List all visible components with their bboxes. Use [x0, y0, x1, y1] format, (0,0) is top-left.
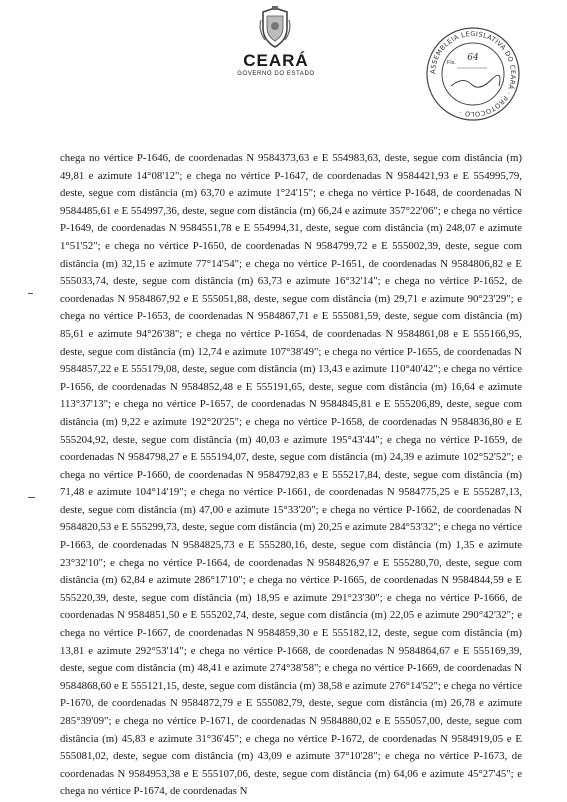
brand-subtitle: GOVERNO DO ESTADO [237, 71, 315, 77]
body-paragraph: chega no vértice P-1646, de coordenadas N 9584373,63 e E 554983,63, deste, segue com distância (m) 49,81 e azimute 14°08'12"; e chega no vértice P-1647, de coordenadas N 9584421,93 e E 554995,79, deste, segue com distância (m) 63,70 e azimute 1°24'15"; e chega no vértice P-1648, de coordenadas N 9584485,61 e E 554997,36, deste, segue com distância (m) 66,24 e azimute 357°22'06"; e chega no vértice P-1649, de coordenadas N 9584551,78 e E 554994,31, deste, segue com distância (m) 248,07 e azimute 1°51'52"; e chega no vértice P-1650, de coordenadas N 9584799,72 e E 555002,39, deste, segue com distância (m) 32,15 e azimute 77°14'54"; e chega no vértice P-1651, de coordenadas N 9584806,82 e E 555033,74, deste, segue com distância (m) 63,73 e azimute 16°32'14"; e chega no vértice P-1652, de coordenadas N 9584867,92 e E 555051,88, deste, segue com distância (m) 29,71 e azimute 90°23'29"; e chega no vértice P-1653, de coordenadas N 9584867,71 e E 555081,59, deste, segue com distância (m) 85,61 e azimute 94°26'38"; e chega no vértice P-1654, de coordenadas N 9584861,08 e E 555166,95, deste, segue com distância (m) 12,74 e azimute 107°38'49"; e chega no vértice P-1655, de coordenadas N 9584857,22 e E 555179,08, deste, segue com distância (m) 13,43 e azimute 110°40'42"; e chega no vértice P-1656, de coordenadas N 9584852,48 e E 555191,65, deste, segue com distância (m) 16,64 e azimute 113°37'13"; e chega no vértice P-1657, de coordenadas N 9584845,81 e E 555206,89, deste, segue com distância (m) 9,22 e azimute 192°20'25"; e chega no vértice P-1658, de coordenadas N 9584836,80 e E 555204,92, deste, segue com distância (m) 40,03 e azimute 195°43'44"; e chega no vértice P-1659, de coordenadas N 9584798,27 e E 555194,07, deste, segue com distância (m) 24,39 e azimute 102°52'52"; e chega no vértice P-1660, de coordenadas N 9584792,83 e E 555217,84, deste, segue com distância (m) 71,48 e azimute 104°14'19"; e chega no vértice P-1661, de coordenadas N 9584775,25 e E 555287,13, deste, segue com distância (m) 47,00 e azimute 15°33'20"; e chega no vértice P-1662, de coordenadas N 9584820,53 e E 555299,73, deste, segue com distância (m) 20,25 e azimute 284°53'32"; e chega no vértice P-1663, de coordenadas N 9584825,73 e E 555280,16, deste, segue com distância (m) 1,35 e azimute 23°32'10"; e chega no vértice P-1664, de coordenadas N 9584826,97 e E 555280,70, deste, segue com distância (m) 62,84 e azimute 286°17'10"; e chega no vértice P-1665, de coordenadas N 9584844,59 e E 555220,39, deste, segue com distância (m) 18,95 e azimute 291°23'30"; e chega no vértice P-1666, de coordenadas N 9584851,50 e E 555202,74, deste, segue com distância (m) 22,05 e azimute 290°42'32"; e chega no vértice P-1667, de coordenadas N 9584859,30 e E 555182,12, deste, segue com distância (m) 13,81 e azimute 292°53'14"; e chega no vértice P-1668, de coordenadas N 9584864,67 e E 555169,39, deste, segue com distância (m) 48,41 e azimute 274°38'58"; e chega no vértice P-1669, de coordenadas N 9584868,60 e E 555121,15, deste, segue com distância (m) 38,58 e azimute 276°14'52"; e chega no vértice P-1670, de coordenadas N 9584872,79 e E 555082,79, deste, segue com distância (m) 26,78 e azimute 285°39'09"; e chega no vértice P-1671, de coordenadas N 9584880,02 e E 555057,00, deste, segue com distância (m) 45,83 e azimute 31°36'45"; e chega no vértice P-1672, de coordenadas N 9584919,05 e E 555081,02, deste, segue com distância (m) 43,09 e azimute 37°10'28"; e chega no vértice P-1673, de coordenadas N 9584953,38 e E 555107,06, deste, segue com distância (m) 64,06 e azimute 45°27'45"; e chega no vértice P-1674, de coordenadas N [60, 152, 522, 798]
brand-name: CEARÁ [243, 51, 309, 70]
protocol-stamp [423, 24, 523, 124]
stamp-page-number: 64 [467, 53, 479, 63]
ceara-coat-of-arms-icon [257, 6, 293, 50]
margin-mark [28, 293, 33, 294]
brand-block [230, 52, 322, 78]
stamp-ring-text: ASSEMBLEIA LEGISLATIVA DO CEARÁ · PROTOCOLO · [428, 29, 518, 119]
stamp-fls-label: Fls. [447, 60, 456, 66]
margin-mark [28, 497, 35, 498]
